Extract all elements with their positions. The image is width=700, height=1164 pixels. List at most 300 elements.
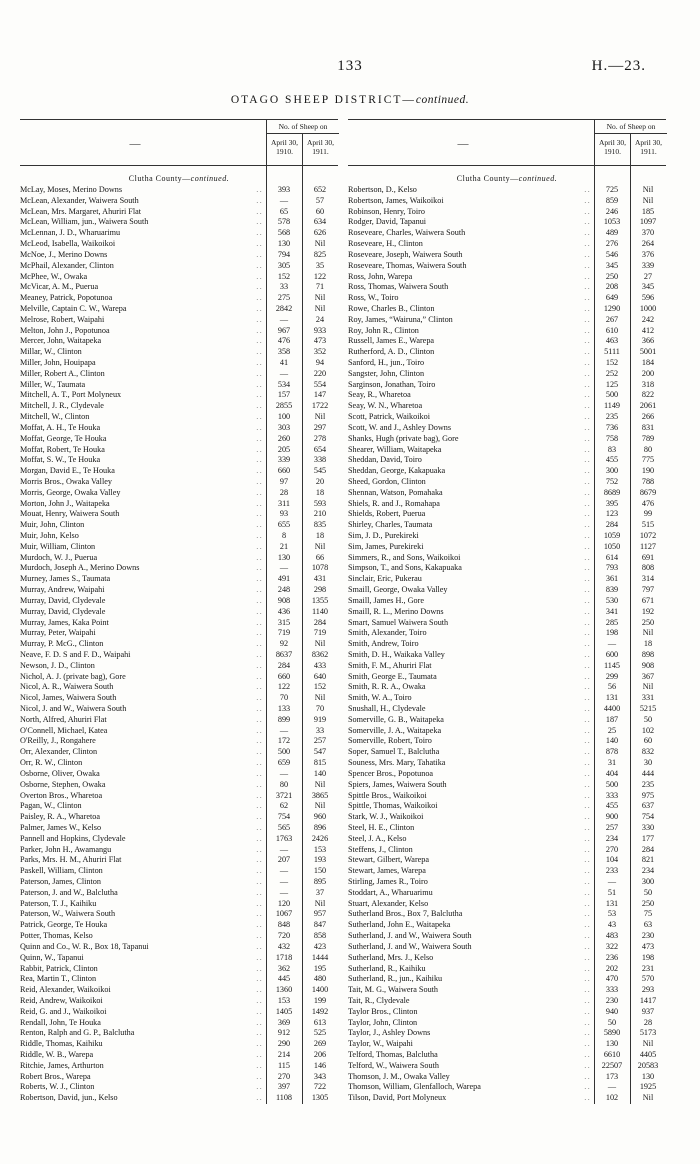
owner-name: McNoe, J., Merino Downs	[20, 249, 108, 259]
owner-name: Spiers, James, Waiwera South	[348, 779, 447, 789]
sheep-1910: 284	[605, 520, 619, 530]
owner-name: Ross, W., Toiro	[348, 293, 399, 303]
table-row	[348, 304, 666, 315]
table-row	[348, 866, 666, 877]
sheep-1911: 570	[641, 974, 655, 984]
table-row	[20, 1007, 338, 1018]
sheep-1910: —	[279, 887, 289, 897]
sheep-1910: 912	[277, 1028, 291, 1038]
sheep-1910: 235	[605, 412, 619, 422]
table-row	[348, 326, 666, 337]
table-row	[20, 996, 338, 1007]
table-row	[348, 455, 666, 466]
leader-dots: . .	[256, 802, 262, 811]
leader-dots: . .	[256, 1018, 262, 1027]
owner-name: Murdoch, Joseph A., Merino Downs	[20, 563, 140, 573]
leader-dots: . .	[584, 445, 590, 454]
sheep-1911: 199	[313, 995, 327, 1005]
table-row	[20, 607, 338, 618]
owner-name: Tait, R., Clydevale	[348, 995, 410, 1005]
sheep-1911: 330	[641, 822, 655, 832]
table-row	[348, 823, 666, 834]
owner-name: Stoddart, A., Wharuarimu	[348, 887, 433, 897]
leader-dots: . .	[584, 294, 590, 303]
sheep-1910: —	[279, 368, 289, 378]
leader-dots: . .	[584, 1051, 590, 1059]
sheep-1910: 70	[279, 693, 289, 703]
leader-dots: . .	[584, 532, 590, 540]
owner-name: McLean, William, jun., Waiwera South	[20, 217, 149, 227]
owner-name: North, Alfred, Ahuriri Flat	[20, 714, 107, 724]
sheep-1910: 848	[277, 920, 291, 930]
sheep-1911: 284	[641, 844, 655, 854]
sheep-1911: 257	[313, 736, 327, 746]
table-row	[20, 455, 338, 466]
table-row	[348, 261, 666, 272]
sheep-1911: Nil	[642, 1093, 654, 1103]
leader-dots: . .	[584, 607, 590, 616]
owner-name: Muir, William, Clinton	[20, 541, 96, 551]
sheep-1910: 97	[279, 476, 289, 486]
owner-name: Scott, Patrick, Waikoikoi	[348, 412, 430, 422]
sheep-1911: 2426	[311, 833, 329, 843]
leader-dots: . .	[256, 694, 262, 703]
owner-name: Newson, J. D., Clinton	[20, 660, 95, 670]
sheep-1911: 626	[313, 228, 327, 238]
table-row	[348, 358, 666, 369]
owner-name: Telford, W., Waiwera South	[348, 1060, 439, 1070]
owner-name: Quinn and Co., W. R., Box 18, Tapanui	[20, 941, 149, 951]
sheep-1910: 565	[277, 822, 291, 832]
sheep-1910: 300	[605, 466, 619, 476]
sheep-1911: 80	[643, 444, 653, 454]
owner-name: Shearer, William, Waitapeka	[348, 444, 442, 454]
owner-name: McLay, Moses, Merino Downs	[20, 185, 123, 194]
sheep-1911: 654	[313, 444, 327, 454]
owner-name: Reid, Alexander, Waikoikoi	[20, 985, 111, 995]
sheep-1910: 8637	[275, 649, 293, 659]
sheep-1911: Nil	[642, 195, 654, 205]
leader-dots: . .	[256, 640, 262, 649]
leader-dots: . .	[256, 618, 262, 627]
sheep-1910: —	[279, 314, 289, 324]
leader-dots: . .	[256, 726, 262, 735]
section-heading: Clutha County—continued.	[456, 174, 558, 183]
leader-dots: . .	[256, 845, 262, 854]
page-title	[0, 94, 700, 106]
table-row	[20, 639, 338, 650]
sheep-1910: 1149	[603, 401, 621, 411]
table-row	[20, 574, 338, 585]
owner-name: Sinclair, Eric, Pukerau	[348, 574, 422, 584]
table-row	[348, 336, 666, 347]
table-row	[348, 758, 666, 769]
owner-name: Murray, David, Clydevale	[20, 606, 106, 616]
table-row	[20, 477, 338, 488]
table-row	[348, 1039, 666, 1050]
table-row	[348, 639, 666, 650]
leader-dots: . .	[256, 942, 262, 951]
sheep-1910: 133	[277, 704, 291, 713]
sheep-1910: 130	[277, 552, 291, 562]
owner-name: Shirley, Charles, Taumata	[348, 520, 433, 530]
leader-dots: . .	[256, 856, 262, 865]
name-column-header: —	[129, 138, 141, 150]
sheep-1911: 898	[641, 649, 655, 659]
table-row	[348, 769, 666, 780]
table-row	[348, 747, 666, 758]
sheep-1910: 202	[605, 963, 619, 973]
sheep-1910: 940	[605, 1006, 619, 1016]
sheep-1911: 352	[313, 347, 327, 357]
owner-name: Stewart, James, Warepa	[348, 866, 426, 876]
table-row	[20, 736, 338, 747]
sheep-1911: 234	[641, 866, 655, 876]
leader-dots: . .	[584, 564, 590, 573]
table-row	[348, 801, 666, 812]
leader-dots: . .	[256, 250, 262, 259]
sheep-1910: 500	[605, 390, 619, 400]
sheep-1911: 230	[641, 931, 655, 941]
sheep-1911: 754	[641, 812, 655, 822]
table-row	[348, 682, 666, 693]
owner-name: Murray, David, Clydevale	[20, 595, 106, 605]
leader-dots: . .	[256, 337, 262, 346]
sheep-1911: 1097	[639, 217, 657, 227]
sheep-1910: 311	[278, 498, 290, 508]
sheep-1910: 120	[277, 898, 291, 908]
owner-name: Smith, R. R. A., Owaka	[348, 682, 426, 692]
sheep-1910: 315	[277, 617, 291, 627]
sheep-1910: 267	[605, 314, 619, 324]
right-table	[348, 119, 666, 1104]
table-row	[348, 920, 666, 931]
sheep-1910: 758	[605, 433, 619, 443]
table-row	[348, 736, 666, 747]
leader-dots: . .	[584, 694, 590, 703]
sheep-1910: 25	[607, 725, 617, 735]
table-row	[20, 693, 338, 704]
sheep-1911: 198	[641, 952, 655, 962]
sheep-1911: 339	[641, 260, 655, 270]
leader-dots: . .	[256, 218, 262, 227]
table-row	[20, 769, 338, 780]
owner-name: Paterson, James, Clinton	[20, 877, 101, 886]
owner-name: Paterson, T. J., Kaihiku	[20, 898, 97, 908]
sheep-1910: 610	[605, 325, 619, 335]
leader-dots: . .	[584, 964, 590, 973]
owner-name: Parks, Mrs. H. M., Ahuriri Flat	[20, 855, 122, 865]
owner-name: Pannell and Hopkins, Clydevale	[20, 833, 126, 843]
leader-dots: . .	[584, 586, 590, 595]
sheep-1911: 185	[641, 206, 655, 216]
sheep-1911: 75	[643, 909, 653, 919]
leader-dots: . .	[584, 240, 590, 249]
sheep-1911: Nil	[314, 639, 326, 649]
sheep-1911: 1127	[639, 541, 657, 551]
table-row	[20, 672, 338, 683]
table-header	[348, 120, 666, 166]
leader-dots: . .	[256, 1072, 262, 1081]
owner-name: Sheddan, George, Kakapuaka	[348, 466, 446, 476]
leader-dots: . .	[584, 791, 590, 800]
owner-name: Morris, George, Owaka Valley	[20, 487, 121, 497]
owner-name: Tait, M. G., Waiwera South	[348, 985, 439, 995]
owner-name: Nichol, A. J. (private bag), Gore	[20, 671, 126, 681]
leader-dots: . .	[256, 899, 262, 908]
leader-dots: . .	[584, 759, 590, 768]
owner-name: Osborne, Oliver, Owaka	[20, 768, 100, 778]
owner-name: Nicol, A. R., Waiwera South	[20, 682, 114, 692]
sheep-1911: 825	[313, 249, 327, 259]
owner-name: Neave, F. D. S and F. D., Waipahi	[20, 649, 131, 659]
leader-dots: . .	[584, 629, 590, 638]
title-continued: continued.	[415, 94, 470, 106]
table-row	[348, 585, 666, 596]
sheep-1910: 152	[605, 358, 619, 367]
sheep-1911: 50	[643, 714, 653, 724]
sheep-1910: —	[607, 639, 617, 649]
owner-name: Taylor, W., Waipahi	[348, 1039, 413, 1049]
owner-name: Moffat, Robert, Te Houka	[20, 444, 105, 454]
sheep-1911: 366	[641, 336, 655, 346]
leader-dots: . .	[256, 229, 262, 238]
owner-name: Taylor, John, Clinton	[348, 1017, 418, 1027]
leader-dots: . .	[256, 996, 262, 1005]
leader-dots: . .	[256, 402, 262, 411]
sheep-1910: 6610	[603, 1050, 621, 1059]
sheep-1911: 5173	[639, 1028, 657, 1038]
sheep-1910: 83	[607, 444, 617, 454]
owner-name: Muir, John, Clinton	[20, 520, 85, 530]
table-row	[20, 877, 338, 888]
table-header	[20, 120, 338, 166]
sheep-1910: 275	[277, 293, 291, 303]
table-row	[20, 920, 338, 931]
owner-name: Nicol, James, Waiwera South	[20, 693, 117, 703]
table-row	[20, 812, 338, 823]
sheep-1910: 233	[605, 866, 619, 876]
table-row	[20, 726, 338, 737]
sheep-1910: 65	[279, 206, 289, 216]
leader-dots: . .	[584, 542, 590, 551]
owner-name: Sim, James, Purekireki	[348, 541, 424, 551]
table-row	[20, 282, 338, 293]
sheep-1910: 284	[277, 660, 291, 670]
owner-name: Smith, Alexander, Toiro	[348, 628, 427, 638]
leader-dots: . .	[584, 477, 590, 486]
sheep-1911: 975	[641, 790, 655, 800]
owner-name: Melville, Captain C. W., Warepa	[20, 303, 127, 313]
sheep-1910: 3721	[275, 790, 293, 800]
table-row	[348, 563, 666, 574]
owner-name: McLean, Mrs. Margaret, Ahuriri Flat	[20, 206, 142, 216]
owner-name: Sutherland, R., jun., Kaihiku	[348, 974, 443, 984]
sheep-1910: 1718	[275, 952, 293, 962]
leader-dots: . .	[584, 618, 590, 627]
owner-name: Simpson, T., and Sons, Kakapuaka	[348, 563, 462, 573]
owner-name: Taylor, J., Ashley Downs	[348, 1028, 431, 1038]
sheep-1911: 1355	[311, 595, 329, 605]
leader-dots: . .	[256, 1083, 262, 1092]
sheep-1910: 248	[277, 585, 291, 595]
owner-name: Miller, Robert A., Clinton	[20, 368, 105, 378]
table-row	[20, 304, 338, 315]
leader-dots: . .	[256, 326, 262, 335]
owner-name: Somerville, J. A., Waitapeka	[348, 725, 442, 735]
owner-name: Murney, James S., Taumata	[20, 574, 111, 584]
sheep-1910: 130	[605, 1039, 619, 1049]
sheep-1910: 322	[605, 941, 619, 951]
sheep-1910: 80	[279, 779, 289, 789]
table-row	[20, 520, 338, 531]
owner-name: Mitchell, J. R., Clydevale	[20, 401, 104, 411]
table-row	[348, 196, 666, 207]
sheep-1910: 899	[277, 714, 291, 724]
table-row	[348, 347, 666, 358]
table-row	[20, 1061, 338, 1072]
owner-name: Smith, D. H., Waikaka Valley	[348, 649, 445, 659]
table-row	[20, 888, 338, 899]
table-row	[20, 974, 338, 985]
owner-name: Scott, W. and J., Ashley Downs	[348, 422, 452, 432]
leader-dots: . .	[256, 1051, 262, 1059]
sheep-1910: 125	[605, 379, 619, 389]
table-row	[20, 661, 338, 672]
sheep-1911: 473	[313, 336, 327, 346]
table-row	[20, 1050, 338, 1061]
table-row	[348, 855, 666, 866]
sheep-1911: 18	[315, 487, 325, 497]
leader-dots: . .	[584, 1007, 590, 1016]
leader-dots: . .	[584, 769, 590, 778]
table-row	[348, 1028, 666, 1039]
sheep-1911: 5215	[639, 704, 657, 713]
leader-dots: . .	[256, 910, 262, 919]
table-row	[20, 834, 338, 845]
sheep-1911: 63	[643, 920, 653, 930]
leader-dots: . .	[256, 445, 262, 454]
sheep-1911: 476	[641, 498, 655, 508]
leader-dots: . .	[256, 380, 262, 389]
leader-dots: . .	[584, 499, 590, 508]
table-row	[348, 250, 666, 261]
table-row	[20, 845, 338, 856]
owner-name: Sim, J. D., Purekireki	[348, 531, 419, 540]
leader-dots: . .	[584, 802, 590, 811]
leader-dots: . .	[256, 878, 262, 886]
sheep-1910: 230	[605, 995, 619, 1005]
sheep-1911: 1925	[639, 1082, 657, 1092]
owner-name: Snushall, H., Clydevale	[348, 704, 426, 713]
table-row	[348, 531, 666, 542]
leader-dots: . .	[584, 953, 590, 962]
leader-dots: . .	[584, 1083, 590, 1092]
owner-name: Sutherland, John E., Waitapeka	[348, 920, 451, 930]
sheep-1910: 546	[605, 249, 619, 259]
sheep-1910: 878	[605, 747, 619, 757]
sheep-1910: 1405	[275, 1006, 293, 1016]
sheep-1910: 285	[605, 617, 619, 627]
leader-dots: . .	[256, 196, 262, 205]
sheep-1910: 752	[605, 476, 619, 486]
owner-name: Paskell, William, Clinton	[20, 866, 103, 876]
table-row	[20, 239, 338, 250]
sheep-1910: 246	[605, 206, 619, 216]
sheep-1911: 808	[641, 563, 655, 573]
sheep-1910: 21	[279, 541, 289, 551]
owner-name: O'Connell, Michael, Katea	[20, 725, 108, 735]
owner-name: Mitchell, W., Clinton	[20, 412, 90, 422]
leader-dots: . .	[256, 261, 262, 270]
table-row	[348, 423, 666, 434]
sheep-1910: 115	[278, 1060, 290, 1070]
sheep-1911: 797	[641, 585, 655, 595]
owner-name: Rowe, Charles B., Clinton	[348, 303, 435, 313]
table-row	[20, 250, 338, 261]
sheep-1911: 331	[641, 693, 655, 703]
leader-dots: . .	[584, 304, 590, 313]
left-rows	[20, 185, 338, 1104]
sheep-1910: 455	[605, 455, 619, 465]
owner-name: Shanks, Hugh (private bag), Gore	[348, 433, 459, 443]
owner-name: Patrick, George, Te Houka	[20, 920, 108, 930]
table-row	[348, 704, 666, 715]
table-row	[348, 877, 666, 888]
leader-dots: . .	[256, 553, 262, 562]
sheep-1910: 257	[605, 822, 619, 832]
sheep-1910: 173	[605, 1071, 619, 1081]
sheep-1911: 278	[313, 433, 327, 443]
sheep-1910: —	[607, 1082, 617, 1092]
sheep-1910: 793	[605, 563, 619, 573]
table-row	[348, 282, 666, 293]
sheep-1911: Nil	[642, 628, 654, 638]
table-row	[20, 942, 338, 953]
table-row	[20, 423, 338, 434]
sheep-1910: 305	[277, 260, 291, 270]
sheep-1911: 193	[313, 855, 327, 865]
owner-name: Smaill, George, Owaka Valley	[348, 585, 448, 595]
sheep-1910: 839	[605, 585, 619, 595]
sheep-1911: 300	[641, 877, 655, 886]
sheep-1910: 92	[279, 639, 289, 649]
leader-dots: . .	[584, 975, 590, 984]
table-row	[348, 812, 666, 823]
owner-name: Roseveare, Charles, Waiwera South	[348, 228, 466, 238]
sheep-1911: 545	[313, 466, 327, 476]
leader-dots: . .	[584, 780, 590, 789]
sheep-1910: 131	[605, 898, 619, 908]
sheep-1910: 754	[277, 812, 291, 822]
sheep-1911: 195	[313, 963, 327, 973]
leader-dots: . .	[584, 229, 590, 238]
table-row	[20, 509, 338, 520]
leader-dots: . .	[256, 650, 262, 659]
table-row	[20, 596, 338, 607]
sheep-1910: 333	[605, 790, 619, 800]
column-1910-header: April 30, 1910.	[594, 134, 630, 165]
sheep-1911: 1140	[311, 606, 329, 616]
leader-dots: . .	[584, 986, 590, 995]
table-row	[348, 272, 666, 283]
leader-dots: . .	[584, 813, 590, 822]
owner-name: Murray, James, Kaka Point	[20, 617, 109, 627]
table-row	[348, 618, 666, 629]
owner-name: Smaill, R. L., Merino Downs	[348, 606, 444, 616]
table-row	[348, 185, 666, 196]
sheep-1911: 284	[313, 617, 327, 627]
